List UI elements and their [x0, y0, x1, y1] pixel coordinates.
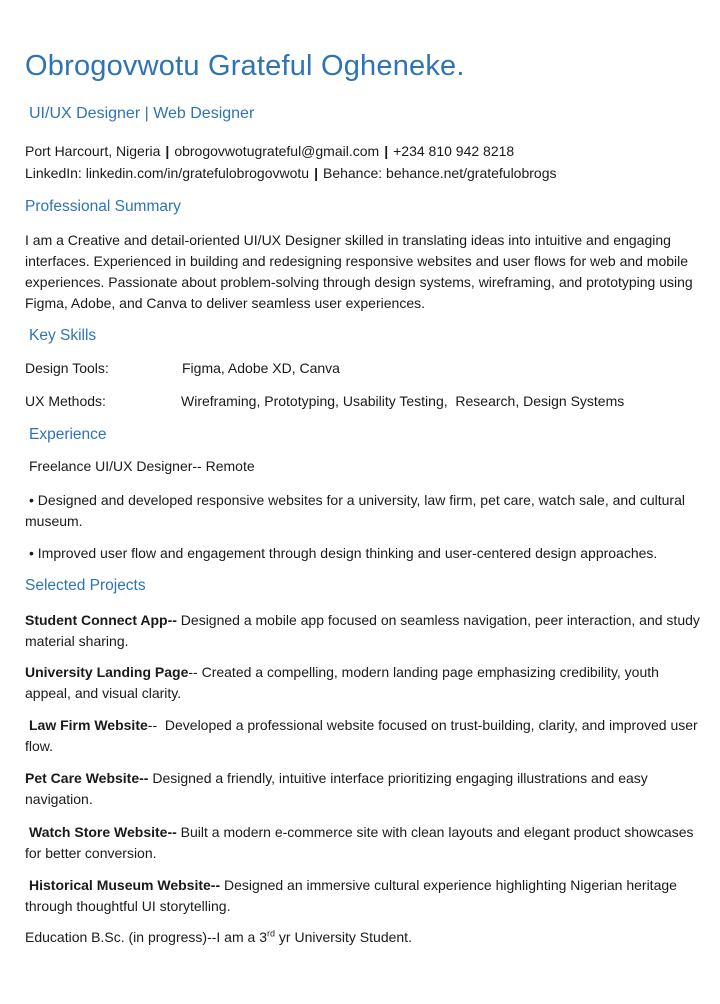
location: Port Harcourt, Nigeria: [25, 143, 161, 159]
project-desc: -- Developed a professional website focused on trust-building, clarity, and improved user flow.: [25, 717, 702, 754]
separator: |: [384, 143, 389, 159]
summary-text: I am a Creative and detail-oriented UI/UX Designer skilled in translating ideas into intuitive and engaging interfaces. Experienced in building and redesigning responsive websites and user flows for web and mobile experiences. Passionate about problem-solving through design systems, wireframing, and prototyping using Figma, Adobe, and Canva to deliver seamless user experiences.: [25, 232, 693, 311]
education-sup: rd: [267, 928, 276, 939]
skill-value-design-tools: Figma, Adobe XD, Canva: [182, 360, 340, 376]
project-name: Student Connect App--: [25, 612, 177, 628]
separator: |: [314, 165, 318, 181]
skill-label-ux-methods: UX Methods:: [25, 393, 106, 409]
experience-bullet: • Designed and developed responsive websites for a university, law firm, pet care, watch sale, and cultural museum.: [25, 492, 685, 529]
experience-heading: Experience: [29, 426, 107, 443]
phone: +234 810 942 8218: [393, 143, 515, 159]
skill-value-ux-methods: Wireframing, Prototyping, Usability Testing, Research, Design Systems: [181, 393, 625, 409]
project-desc: Built a modern e-commerce site with clean layouts and elegant product showcases for better conversion.: [25, 824, 694, 861]
project-name: Law Firm Website: [29, 717, 148, 733]
project-desc: Designed an immersive cultural experience highlighting Nigerian heritage through thoughtful UI storytelling.: [25, 877, 677, 914]
candidate-name: Obrogovwotu Grateful Ogheneke.: [25, 50, 465, 82]
linkedin-link[interactable]: LinkedIn: linkedin.com/in/gratefulobrogovwotu: [25, 165, 310, 181]
summary-heading: Professional Summary: [25, 198, 181, 215]
project-item: [25, 610, 705, 652]
contact-line-1: [25, 143, 514, 159]
separator: |: [165, 143, 170, 159]
education-prefix: Education B.Sc. (in progress)--I am a 3: [25, 929, 267, 945]
project-desc: Designed a friendly, intuitive interface prioritizing engaging illustrations and easy navigation.: [25, 770, 648, 807]
experience-bullet: • Improved user flow and engagement through design thinking and user-centered design approaches.: [29, 545, 658, 561]
education-line: [25, 929, 412, 945]
project-name: Watch Store Website--: [29, 824, 177, 840]
project-name: Pet Care Website--: [25, 770, 149, 786]
project-name: Historical Museum Website--: [29, 877, 221, 893]
project-name: University Landing Page: [25, 664, 189, 680]
project-desc: -- Created a compelling, modern landing page emphasizing credibility, youth appeal, and visual clarity.: [25, 664, 659, 701]
project-item: [25, 715, 705, 757]
project-item: [25, 822, 705, 864]
project-item: [25, 875, 705, 917]
project-desc: Designed a mobile app focused on seamless navigation, peer interaction, and study material sharing.: [25, 612, 700, 649]
projects-heading: Selected Projects: [25, 577, 146, 594]
behance-link[interactable]: Behance: behance.net/gratefulobrogs: [322, 165, 557, 181]
skill-label-design-tools: Design Tools:: [25, 360, 109, 376]
skills-heading: Key Skills: [29, 327, 97, 344]
contact-line-2: [25, 165, 557, 181]
experience-title: Freelance UI/UX Designer-- Remote: [29, 458, 255, 474]
email-link[interactable]: obrogovwotugrateful@gmail.com: [174, 143, 380, 159]
project-item: [25, 768, 705, 810]
education-suffix: yr University Student.: [275, 929, 412, 945]
project-item: [25, 662, 705, 704]
candidate-role: UI/UX Designer | Web Designer: [29, 105, 255, 122]
